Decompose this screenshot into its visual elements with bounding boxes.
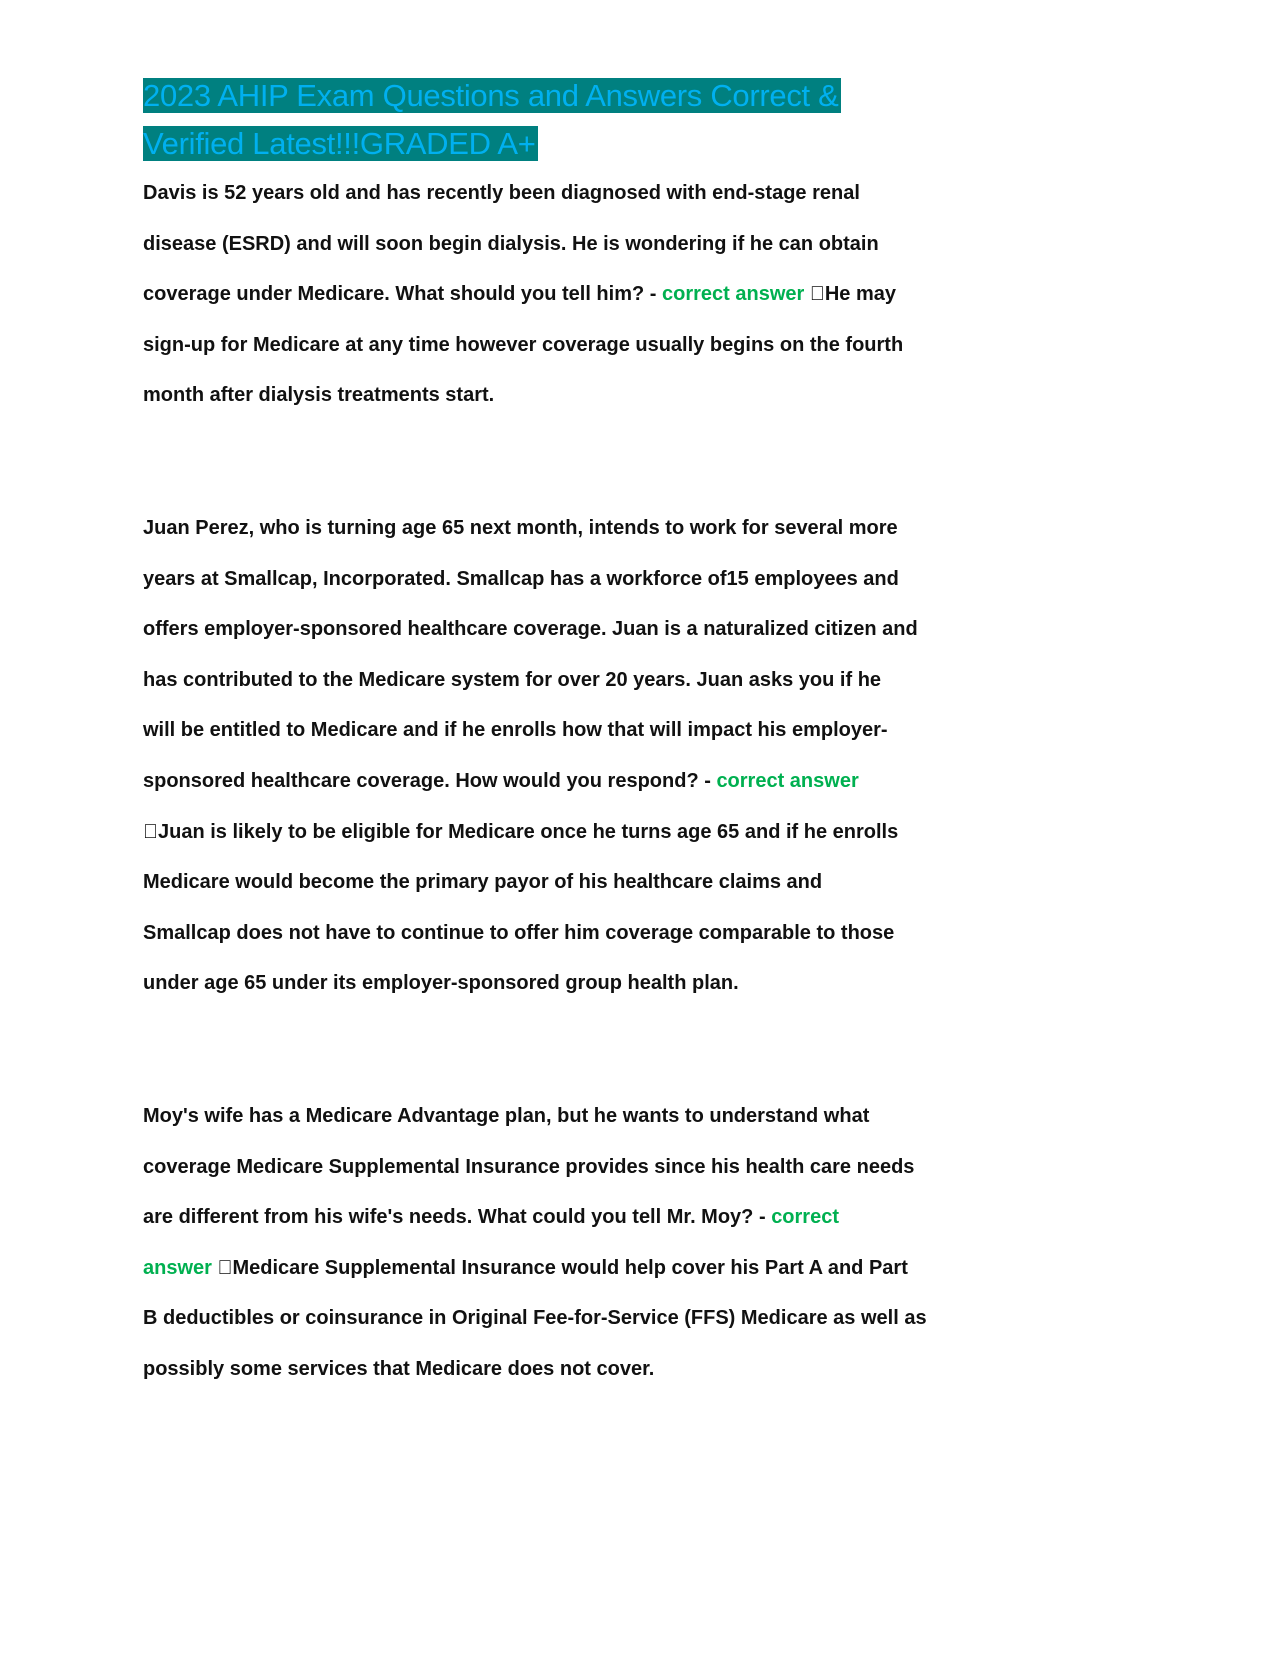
text-line — [143, 503, 1143, 554]
document-page — [143, 72, 1143, 1394]
text-line — [143, 554, 1143, 605]
correct-answer-label: correct — [771, 1206, 839, 1229]
text-segment: has contributed to the Medicare system for over 20 years. Juan asks you if he — [143, 668, 882, 691]
text-line — [143, 1142, 1143, 1193]
qa-list — [143, 168, 1143, 1394]
text-line — [143, 1293, 1143, 1344]
text-line — [143, 857, 1143, 908]
text-line — [143, 168, 1143, 219]
text-line — [143, 1243, 1143, 1294]
title-line-2: Verified Latest!!!GRADED A+ — [143, 126, 536, 161]
text-segment: Medicare Supplemental Insurance would help cover his Part A and Part — [211, 1256, 893, 1279]
text-line — [143, 604, 1143, 655]
correct-answer-label: answer — [143, 1256, 212, 1279]
text-segment: possibly some services that Medicare does not cover. — [143, 1357, 655, 1380]
text-line — [143, 1091, 1143, 1142]
text-segment: Moy's wife has a Medicare Advantage plan, but he wants to understand what — [143, 1104, 870, 1127]
text-segment: sponsored healthcare coverage. How would you respond? - — [143, 769, 717, 792]
text-segment: are different from his wife's needs. What could you tell Mr. Moy? - — [143, 1206, 772, 1229]
text-line — [143, 908, 1143, 959]
correct-answer-label: correct answer — [716, 769, 859, 792]
question-answer-2 — [143, 503, 1143, 1009]
text-line — [143, 320, 1143, 371]
text-line — [143, 705, 1143, 756]
document-title — [143, 72, 1143, 168]
title-line-1: 2023 AHIP Exam Questions and Answers Correct & — [143, 78, 839, 113]
text-line — [143, 807, 1143, 858]
text-segment: Davis is 52 years old and has recently been diagnosed with end-stage renal — [143, 182, 860, 204]
text-line — [143, 370, 1143, 421]
text-segment: offers employer-sponsored healthcare coverage. Juan is a naturalized citizen and — [143, 618, 918, 641]
text-line — [143, 1192, 1143, 1243]
text-segment: Medicare would become the primary payor of his healthcare claims and — [143, 871, 823, 894]
text-line — [143, 958, 1143, 1009]
text-segment: He may — [804, 283, 881, 306]
text-segment: Smallcap does not have to continue to offer him coverage comparable to those — [143, 921, 895, 944]
text-segment: years at Smallcap, Incorporated. Smallcap has a workforce of15 employees and — [143, 567, 899, 590]
correct-answer-label: correct answer — [661, 283, 805, 306]
text-line — [143, 269, 1143, 320]
text-segment: Juan is likely to be eligible for Medicare once he turns age 65 and if he enrolls — [143, 820, 884, 843]
text-line — [143, 219, 1143, 270]
paragraph-spacer — [143, 421, 1143, 503]
title-line — [143, 120, 1143, 168]
text-segment: sign-up for Medicare at any time however coverage usually begins on the fourth — [143, 333, 904, 356]
text-segment: B deductibles or coinsurance in Original Fee-for-Service (FFS) Medicare as well as — [143, 1307, 927, 1330]
text-segment: disease (ESRD) and will soon begin dialysis. He is wondering if he can obtain — [143, 232, 879, 255]
text-line — [143, 1344, 1143, 1395]
text-segment: month after dialysis treatments start. — [143, 384, 495, 407]
text-segment: coverage Medicare Supplemental Insurance provides since his health care needs — [143, 1155, 915, 1178]
question-answer-3 — [143, 1091, 1143, 1395]
text-segment: under age 65 under its employer-sponsored group health plan. — [143, 972, 739, 995]
text-segment: will be entitled to Medicare and if he enrolls how that will impact his employer- — [143, 719, 888, 742]
title-line — [143, 72, 1143, 120]
paragraph-spacer — [143, 1009, 1143, 1091]
text-line — [143, 655, 1143, 706]
question-answer-1 — [143, 168, 1143, 421]
text-line — [143, 756, 1143, 807]
text-segment: coverage under Medicare. What should you tell him? - — [143, 283, 662, 306]
text-segment: Juan Perez, who is turning age 65 next month, intends to work for several more — [143, 516, 898, 539]
